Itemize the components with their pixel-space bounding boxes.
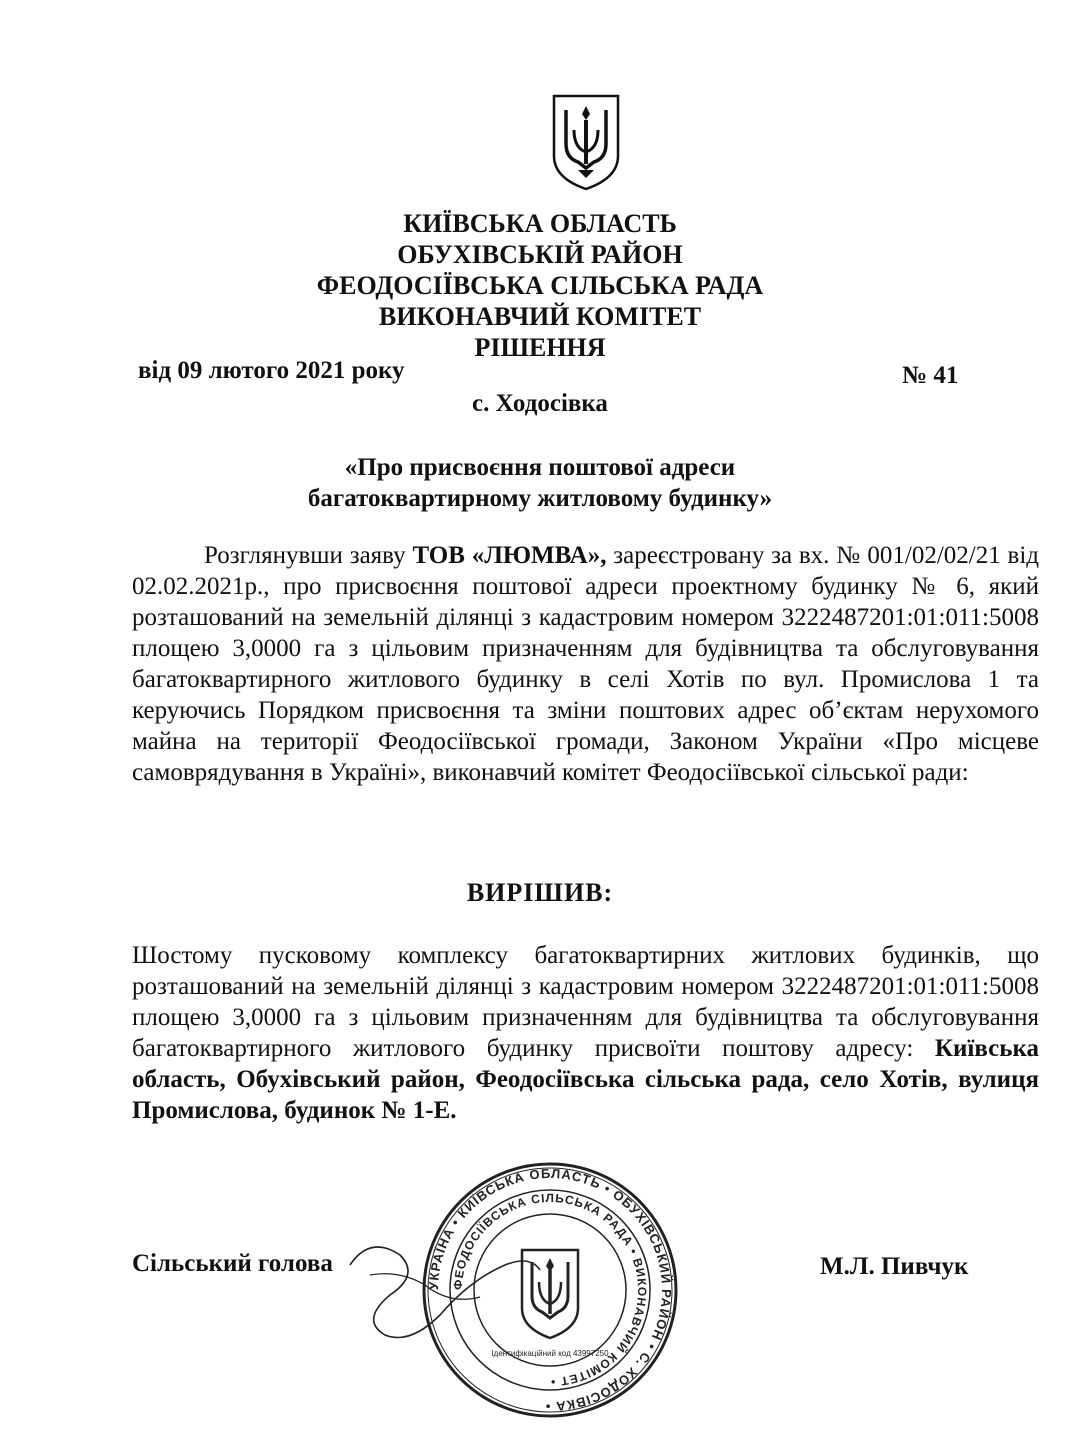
decision-place: с. Ходосівка [472, 390, 608, 417]
preamble-part-1: Розглянувши заяву [204, 542, 413, 569]
preamble-part-2: зареєстровану за вх. № 001/02/02/21 від 02.02.2021р., про присвоєння поштової адреси проектному будинку № 6, який розташований на земельній ділянці з кадастровим номером 3222487201:01:011:5008 площею 3,0000 га з цільовим призначенням для будівництва та обслуговування багатоквартирного житлового будинку в селі Хотів по вул. Промислова 1 та керуючись Порядком присвоєння та зміни поштових адрес об’єктам нерухомого майна на території Феодосіївської громади, Законом України «Про місцеве самоврядування в Україні», виконавчий комітет Феодосіївської сільської ради: [132, 542, 1039, 786]
subject-line-1: «Про присвоєння поштової адреси [344, 454, 736, 481]
seal-code: Ідентифікаційний код 43997250 [491, 1349, 609, 1358]
decision-date: від 09 лютого 2021 року [138, 357, 405, 384]
decided-heading: ВИРІШИВ: [466, 878, 614, 907]
handwritten-signature [330, 1225, 550, 1345]
seal-inner-text: ФЕОДОСІЇВСЬКА СІЛЬСЬКА РАДА • ВИКОНАВЧИЙ КОМІТЕТ • [450, 1190, 650, 1390]
signatory-name: М.Л. Пивчук [820, 1253, 969, 1280]
document-header [0, 208, 1080, 363]
header-doc-type: РІШЕННЯ [474, 333, 606, 362]
decision-number: № 41 [902, 362, 959, 389]
decision-subject [0, 452, 1080, 514]
header-committee: ВИКОНАВЧИЙ КОМІТЕТ [378, 302, 702, 331]
trident-emblem-icon [548, 92, 624, 192]
assigned-address: Київська область, Обухівський район, Феодосіївська сільська рада, село Хотів, вулиця Промислова, будинок № 1-Е. [132, 1035, 1039, 1124]
subject-line-2: багатоквартирному житловому будинку» [307, 485, 773, 512]
signatory-title: Сільський голова [132, 1250, 333, 1277]
header-council: ФЕОДОСІЇВСЬКА СІЛЬСЬКА РАДА [316, 271, 764, 300]
seal-outer-text: УКРАЇНА • КИЇВСЬКА ОБЛАСТЬ • ОБУХІВСЬКИЙ РАЙОН • С. ХОДОСІВКА • [425, 1165, 675, 1415]
header-region: КИЇВСЬКА ОБЛАСТЬ [403, 209, 677, 238]
decision-paragraph [132, 940, 1039, 1126]
preamble-paragraph [132, 540, 1039, 788]
header-district: ОБУХІВСЬКІЙ РАЙОН [397, 240, 683, 269]
company-name: ТОВ «ЛЮМВА», [412, 542, 607, 569]
decision-text: Шостому пусковому комплексу багатоквартирних житлових будинків, що розташований на земельній ділянці з кадастровим номером 3222487201:01:011:5008 площею 3,0000 га з цільовим призначенням для будівництва та обслуговування багатоквартирного житлового будинку присвоїти поштову адресу: [132, 942, 1039, 1062]
